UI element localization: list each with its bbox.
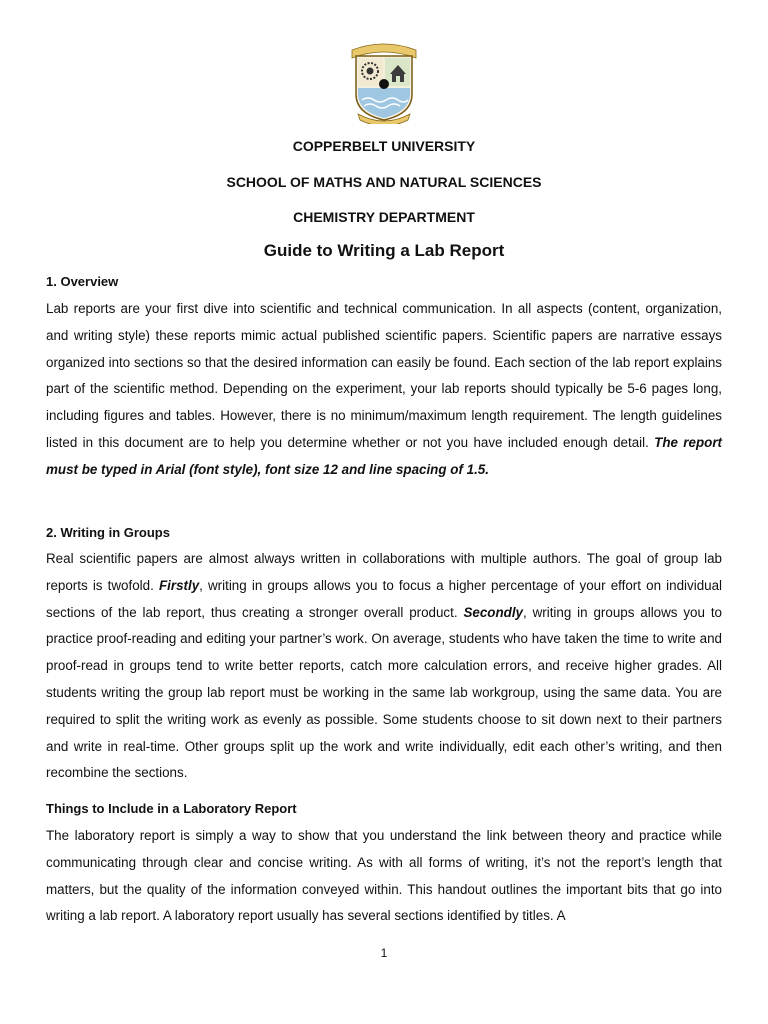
groups-text-c: , writing in groups allows you to practice proof-reading and editing your partner’s work. On average, students who have taken the time to write and proof-read in groups tend to write better reports, catch more calculation errors, and receive higher grades. All students writing the group lab report must be working in the same lab workgroup, using the same data. You are required to split the writing work as evenly as possible. Some students choose to sit down next to their partners and write in real-time. Other groups split up the work and write individually, edit each other’s writing, and then recombine the sections. (46, 604, 722, 781)
overview-paragraph (46, 296, 722, 484)
overview-text: Lab reports are your first dive into scientific and technical communication. In all aspects (content, organization, and writing style) these reports mimic actual published scientific papers. Scientific papers are narrative essays organized into sections so that the desired information can easily be found. Each section of the lab report explains part of the scientific method. Depending on the experiment, your lab reports should typically be 5-6 pages long, including figures and tables. However, there is no minimum/maximum length requirement. The length guidelines listed in this document are to help you determine whether or not you have included enough detail. (46, 301, 722, 450)
document-title: Guide to Writing a Lab Report (263, 241, 505, 260)
groups-paragraph (46, 546, 722, 787)
groups-text-a: Real scientific papers are almost always written in collaborations with multiple authors. The goal of group lab reports is twofold. (46, 551, 722, 593)
university-name: COPPERBELT UNIVERSITY (292, 138, 476, 154)
groups-text-b: , writing in groups allows you to focus a higher percentage of your effort on individual sections of the lab report, thus creating a stronger overall product. (46, 577, 723, 620)
groups-heading: 2. Writing in Groups (46, 525, 170, 540)
groups-firstly: Firstly (158, 577, 200, 593)
university-crest-logo (346, 40, 422, 124)
page-number: 1 (380, 946, 388, 960)
department-name: CHEMISTRY DEPARTMENT (293, 209, 475, 225)
overview-emphasis: The report must be typed in Arial (font style), font size 12 and line spacing of 1.5. (46, 434, 722, 477)
school-name: SCHOOL OF MATHS AND NATURAL SCIENCES (226, 174, 542, 190)
include-heading: Things to Include in a Laboratory Report (46, 801, 297, 816)
overview-heading: 1. Overview (46, 274, 119, 289)
include-paragraph: The laboratory report is simply a way to show that you understand the link between theory and practice while communicating through clear and concise writing. As with all forms of writing, it’s not the report’s length that matters, but the quality of the information conveyed within. This handout outlines the important bits that go into writing a lab report. A laboratory report usually has several sections identified by titles. A (46, 828, 722, 924)
groups-secondly: Secondly (463, 604, 523, 620)
